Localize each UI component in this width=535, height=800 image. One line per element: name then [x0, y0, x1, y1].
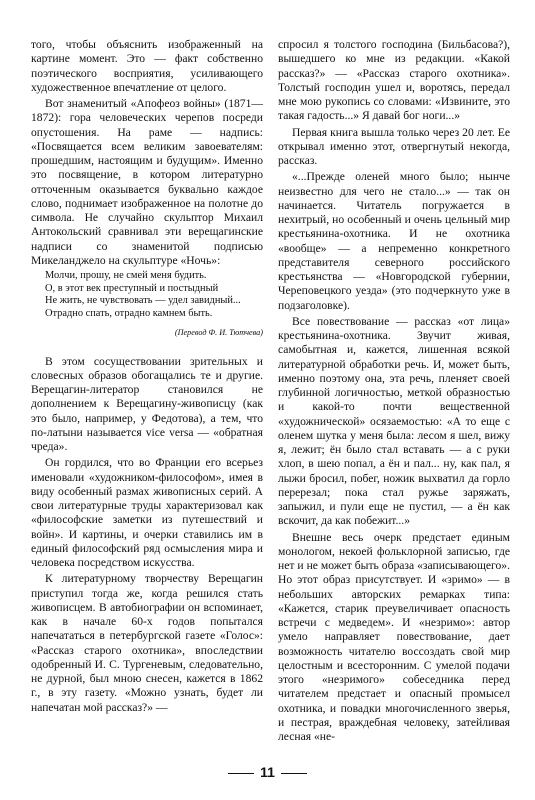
- page-number-dash: [281, 773, 307, 774]
- page-number-text: 11: [260, 764, 275, 780]
- paragraph: «...Прежде оленей много было; нынче неизвестно для чего не стало...» — так он начинается. Читатель погружается в нехитрый, но особенный и очень цельный мир крестьянина-охотника. И не охотника «вообще» — а непременно конкретного представителя северного российского крестьянства — «Новгородской губернии, Череповецкого уезда» (это подчеркнуто уже в подзаголовке).: [278, 170, 510, 312]
- paragraph: Он гордился, что во Франции его всерьез именовали «художником-философом», имея в виду особенный размах живописных серий. А свои литературные труды характеризовал как «философские заметки из путешествий и войн». И картины, и очерки ставились им в единый философский ряд осмысления мира и человека посредством искусства.: [31, 456, 263, 570]
- poem-line: О, в этот век преступный и постыдный: [45, 282, 219, 294]
- poem-quote: [45, 270, 263, 320]
- paragraph: К литературному творчеству Верещагин приступил тогда же, когда решился стать живописцем. В автобиографии он вспоминает, как в начале 60-х годов попытался напечататься в петербургской газете «Голос»: «Рассказ старого охотника», впоследствии одобренный И. С. Тургеневым, следовательно, не дурной, был мною снесен, кажется в 1862 г., в эту газету. «Можно узнать, будет ли напечатан мой рассказ?» —: [31, 572, 263, 714]
- poem-line: Отрадно спать, отрадно камнем быть.: [45, 307, 213, 319]
- page-number: [0, 764, 535, 780]
- poem-attribution: (Перевод Ф. И. Тютчева): [174, 328, 263, 338]
- poem-line: Не жить, не чувствовать — удел завидный...: [45, 295, 241, 307]
- poem-line: Молчи, прошу, не смей меня будить.: [45, 270, 207, 281]
- paragraph: того, чтобы объяснить изображенный на картине момент. Это — факт собственно поэтического восприятия, усиливающего художественное впечатление от целого.: [31, 38, 263, 94]
- page-number-dash: [228, 773, 254, 774]
- left-column: [31, 38, 263, 717]
- right-column: [278, 38, 510, 746]
- paragraph: Вот знаменитый «Апофеоз войны» (1871—1872): гора человеческих черепов посреди опустошения. На раме — надпись: «Посвящается всем великим завоевателям: прошедшим, настоящим и будущим». Именно это посвящение, в котором литературно отточенным оказывается буквально каждое слово, поднимает изображенное на полотне до символа. Не случайно скульптор Михаил Антокольский сравнивал эти верещагинские надписи со знаменитой подписью Микеланджело на скульптуре «Ночь»:: [31, 97, 263, 267]
- paragraph: спросил я толстого господина (Бильбасова?), вышедшего ко мне из редакции. «Какой рассказ?» — «Рассказ старого охотника». Толстый господин ушел и, воротясь, передал мне мою рукопись со словами: «Извините, это такая гадость...» Я давай бог ноги...»: [278, 38, 510, 123]
- paragraph: В этом сосуществовании зрительных и словесных образов обогащались те и другие. Верещагин-литератор становился не дополнением к Верещагину-живописцу (как это было, например, у Федотова), а тем, что по-латыни называется vice versa — «обратная чреда».: [31, 354, 263, 454]
- paragraph: Все повествование — рассказ «от лица» крестьянина-охотника. Звучит живая, самобытная и, кажется, лишенная всякой литературной обработки речь. И, может быть, именно поэтому она, эта речь, пленяет своей глубинной логичностью, меткой образностью и какой-то почти вещественной «художнической» осязаемостью: «А то еще с оленем шутка у меня была: лесом я шел, вижу я, лежит; ён было стал вставать — а с руки хлоп, в шею попал, а ён и пал... ну, как пал, я лыжи бросил, побег, ножик выхватил да горло перерезал; пока стал ружье заряжать, запыжил, и пули еще не пустил, — а ён как вскочит, да как побежит...»: [278, 314, 510, 528]
- paragraph: Первая книга вышла только через 20 лет. Ее открывал именно этот, отвергнутый некогда, рассказ.: [278, 125, 510, 167]
- paragraph: Внешне весь очерк предстает единым монологом, некоей фольклорной записью, где нет и не может быть образа «записывающего». Но этот образ присутствует. И «зримо» — в небольших авторских ремарках типа: «Кажется, старик преувеличивает опасность встречи с медведем». И «незримо»: автор умело направляет повествование, дает возможность читателю воссоздать свой мир целостным и всесторонним. С умелой подачи этого «незримого» собеседника перед читателем предстает и опасный промысел охотника, и повадки многочисленного зверья, и пестрая, враждебная человеку, затейливая лесная «не-: [278, 530, 510, 743]
